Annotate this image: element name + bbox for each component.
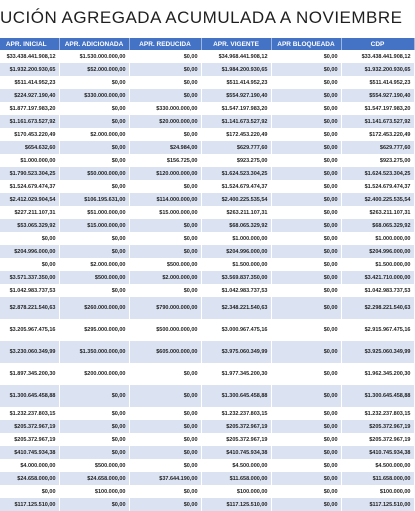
table-cell[interactable]: $1.984.200.930,65 xyxy=(201,63,271,76)
table-cell[interactable]: $3.230.060.349,99 xyxy=(0,341,59,363)
table-cell[interactable]: $1.530.000.000,00 xyxy=(59,50,129,63)
table-cell[interactable]: $295.000.000,00 xyxy=(59,319,129,341)
table-cell[interactable]: $0,00 xyxy=(129,219,201,232)
table-cell[interactable]: $100.000,00 xyxy=(341,485,414,498)
table-cell[interactable]: $34.968.441.908,12 xyxy=(201,50,271,63)
table-cell[interactable]: $1.932.200.930,65 xyxy=(341,63,414,76)
table-cell[interactable]: $0,00 xyxy=(271,76,341,89)
header-row xyxy=(0,38,414,50)
table-row xyxy=(0,271,414,284)
budget-table xyxy=(0,38,415,511)
table-cell[interactable]: $172.453.220,49 xyxy=(201,128,271,141)
table-cell[interactable]: $500.000,00 xyxy=(129,258,201,271)
table-cell[interactable]: $11.658.000,00 xyxy=(201,472,271,485)
table-cell[interactable]: $511.414.952,23 xyxy=(341,76,414,89)
table-cell[interactable]: $0,00 xyxy=(271,167,341,180)
table-cell[interactable]: $205.372.967,19 xyxy=(0,433,59,446)
table-row xyxy=(0,245,414,258)
table-cell[interactable]: $0,00 xyxy=(271,89,341,102)
table-cell[interactable]: $629.777,60 xyxy=(341,141,414,154)
table-cell[interactable]: $0,00 xyxy=(271,485,341,498)
table-row xyxy=(0,446,414,459)
table-row xyxy=(0,258,414,271)
table-cell[interactable]: $2.400.225.535,54 xyxy=(341,193,414,206)
table-row xyxy=(0,297,414,319)
table-cell[interactable]: $0,00 xyxy=(271,50,341,63)
table-row xyxy=(0,363,414,385)
table-cell[interactable]: $1.042.983.737,53 xyxy=(0,284,59,297)
sheet-title: UCIÓN AGREGADA ACUMULADA A NOVIEMBRE xyxy=(0,8,403,27)
table-cell[interactable]: $3.205.967.475,16 xyxy=(0,319,59,341)
table-cell[interactable]: $117.125.510,00 xyxy=(201,498,271,511)
table-cell[interactable]: $1.042.983.737,53 xyxy=(201,284,271,297)
table-cell[interactable]: $2.400.225.535,54 xyxy=(201,193,271,206)
table-cell[interactable]: $330.000.000,00 xyxy=(59,89,129,102)
table-cell[interactable]: $1.897.345.200,30 xyxy=(0,363,59,385)
table-cell[interactable]: $0,00 xyxy=(271,154,341,167)
table-cell[interactable]: $1.350.000.000,00 xyxy=(59,341,129,363)
table-cell[interactable]: $3.569.837.350,00 xyxy=(201,271,271,284)
table-cell[interactable]: $53.065.329,92 xyxy=(0,219,59,232)
table-cell[interactable]: $15.000.000,00 xyxy=(59,219,129,232)
table-cell[interactable]: $923.275,00 xyxy=(201,154,271,167)
table-cell[interactable]: $0,00 xyxy=(271,284,341,297)
table-cell[interactable]: $0,00 xyxy=(59,232,129,245)
table-cell[interactable]: $1.877.197.983,20 xyxy=(0,102,59,115)
table-cell[interactable]: $1.000.000,00 xyxy=(341,232,414,245)
table-row xyxy=(0,485,414,498)
table-cell[interactable]: $500.000,00 xyxy=(59,459,129,472)
table-row xyxy=(0,385,414,407)
table-cell[interactable]: $1.962.345.200,30 xyxy=(341,363,414,385)
table-cell[interactable]: $4.000.000,00 xyxy=(0,459,59,472)
table-cell[interactable]: $4.500.000,00 xyxy=(341,459,414,472)
table-cell[interactable]: $117.125.510,00 xyxy=(0,498,59,511)
table-cell[interactable]: $100.000,00 xyxy=(59,485,129,498)
table-cell[interactable]: $3.421.710.000,00 xyxy=(341,271,414,284)
table-cell[interactable]: $51.000.000,00 xyxy=(59,206,129,219)
table-cell[interactable]: $1.141.673.527,92 xyxy=(201,115,271,128)
table-row xyxy=(0,141,414,154)
table-cell[interactable]: $0,00 xyxy=(59,76,129,89)
table-cell[interactable]: $410.745.934,38 xyxy=(201,446,271,459)
table-cell[interactable]: $0,00 xyxy=(59,433,129,446)
table-cell[interactable]: $0,00 xyxy=(271,319,341,341)
table-cell[interactable]: $0,00 xyxy=(271,102,341,115)
table-cell[interactable]: $0,00 xyxy=(271,219,341,232)
table-cell[interactable]: $0,00 xyxy=(271,128,341,141)
table-cell[interactable]: $0,00 xyxy=(129,180,201,193)
table-cell[interactable]: $0,00 xyxy=(0,232,59,245)
col-header-apr-adicionada: APR. ADICIONADA xyxy=(59,38,129,50)
table-cell[interactable]: $0,00 xyxy=(129,385,201,407)
table-cell[interactable]: $52.000.000,00 xyxy=(59,63,129,76)
table-cell[interactable]: $0,00 xyxy=(271,472,341,485)
table-cell[interactable]: $0,00 xyxy=(129,485,201,498)
table-cell[interactable]: $1.161.673.527,92 xyxy=(0,115,59,128)
table-cell[interactable]: $1.977.345.200,30 xyxy=(201,363,271,385)
table-cell[interactable]: $0,00 xyxy=(271,63,341,76)
table-cell[interactable]: $200.000.000,00 xyxy=(59,363,129,385)
table-cell[interactable]: $0,00 xyxy=(271,407,341,420)
table-cell[interactable]: $224.927.190,40 xyxy=(0,89,59,102)
table-cell[interactable]: $629.777,60 xyxy=(201,141,271,154)
table-cell[interactable]: $0,00 xyxy=(129,128,201,141)
col-header-apr-bloqueada: APR BLOQUEADA xyxy=(271,38,341,50)
table-cell[interactable]: $37.644.190,00 xyxy=(129,472,201,485)
table-cell[interactable]: $15.000.000,00 xyxy=(129,206,201,219)
table-cell[interactable]: $0,00 xyxy=(271,446,341,459)
table-cell[interactable]: $0,00 xyxy=(59,385,129,407)
table-row xyxy=(0,193,414,206)
table-cell[interactable]: $3.975.060.349,99 xyxy=(201,341,271,363)
table-cell[interactable]: $0,00 xyxy=(129,433,201,446)
table-cell[interactable]: $100.000,00 xyxy=(201,485,271,498)
table-cell[interactable]: $68.065.329,92 xyxy=(201,219,271,232)
table-row xyxy=(0,63,414,76)
table-cell[interactable]: $410.745.934,38 xyxy=(0,446,59,459)
table-cell[interactable]: $33.438.441.908,12 xyxy=(341,50,414,63)
table-cell[interactable]: $0,00 xyxy=(59,115,129,128)
table-cell[interactable]: $205.372.967,19 xyxy=(341,433,414,446)
table-cell[interactable]: $1.000.000,00 xyxy=(201,232,271,245)
table-cell[interactable]: $68.065.329,92 xyxy=(341,219,414,232)
table-cell[interactable]: $24.658.000,00 xyxy=(59,472,129,485)
table-cell[interactable]: $3.571.337.350,00 xyxy=(0,271,59,284)
table-cell[interactable]: $3.925.060.349,99 xyxy=(341,341,414,363)
table-cell[interactable]: $500.000,00 xyxy=(59,271,129,284)
table-cell[interactable]: $0,00 xyxy=(59,446,129,459)
table-cell[interactable]: $1.932.200.930,65 xyxy=(0,63,59,76)
table-cell[interactable]: $0,00 xyxy=(129,245,201,258)
table-cell[interactable]: $511.414.952,23 xyxy=(201,76,271,89)
table-row xyxy=(0,498,414,511)
table-cell[interactable]: $263.211.107,31 xyxy=(201,206,271,219)
table-cell[interactable]: $0,00 xyxy=(271,232,341,245)
table-cell[interactable]: $205.372.967,19 xyxy=(341,420,414,433)
table-cell[interactable]: $0,00 xyxy=(129,63,201,76)
table-cell[interactable]: $205.372.967,19 xyxy=(0,420,59,433)
table-cell[interactable]: $1.500.000,00 xyxy=(201,258,271,271)
table-cell[interactable]: $0,00 xyxy=(59,180,129,193)
col-header-apr-inicial: APR. INICIAL xyxy=(0,38,59,50)
table-cell[interactable]: $330.000.000,00 xyxy=(129,102,201,115)
table-cell[interactable]: $11.658.000,00 xyxy=(341,472,414,485)
table-cell[interactable]: $654.632,60 xyxy=(0,141,59,154)
table-cell[interactable]: $263.211.107,31 xyxy=(341,206,414,219)
table-cell[interactable]: $1.232.237.803,15 xyxy=(341,407,414,420)
table-cell[interactable]: $117.125.510,00 xyxy=(341,498,414,511)
table-cell[interactable]: $0,00 xyxy=(271,498,341,511)
table-cell[interactable]: $24.984,00 xyxy=(129,141,201,154)
table-cell[interactable]: $0,00 xyxy=(59,420,129,433)
table-cell[interactable]: $0,00 xyxy=(129,498,201,511)
table-cell[interactable]: $106.195.631,00 xyxy=(59,193,129,206)
table-cell[interactable]: $33.438.441.908,12 xyxy=(0,50,59,63)
table-cell[interactable]: $260.000.000,00 xyxy=(59,297,129,319)
table-cell[interactable]: $0,00 xyxy=(129,89,201,102)
table-cell[interactable]: $605.000.000,00 xyxy=(129,341,201,363)
table-row xyxy=(0,180,414,193)
table-cell[interactable]: $0,00 xyxy=(129,50,201,63)
table-cell[interactable]: $1.300.645.458,88 xyxy=(201,385,271,407)
table-cell[interactable]: $410.745.934,38 xyxy=(341,446,414,459)
table-cell[interactable]: $500.000.000,00 xyxy=(129,319,201,341)
table-cell[interactable]: $2.878.221.540,63 xyxy=(0,297,59,319)
table-row xyxy=(0,154,414,167)
table-row xyxy=(0,420,414,433)
table-cell[interactable]: $0,00 xyxy=(271,363,341,385)
col-header-apr-reducida: APR. REDUCIDA xyxy=(129,38,201,50)
table-cell[interactable]: $0,00 xyxy=(129,420,201,433)
table-cell[interactable]: $0,00 xyxy=(129,363,201,385)
table-row xyxy=(0,232,414,245)
table-cell[interactable]: $0,00 xyxy=(59,284,129,297)
table-cell[interactable]: $156.725,00 xyxy=(129,154,201,167)
table-cell[interactable]: $0,00 xyxy=(59,141,129,154)
table-row xyxy=(0,76,414,89)
table-cell[interactable]: $0,00 xyxy=(129,232,201,245)
table-cell[interactable]: $554.927.190,40 xyxy=(201,89,271,102)
table-cell[interactable]: $2.000.000,00 xyxy=(59,128,129,141)
table-cell[interactable]: $0,00 xyxy=(129,76,201,89)
table-cell[interactable]: $0,00 xyxy=(271,115,341,128)
table-cell[interactable]: $1.547.197.983,20 xyxy=(201,102,271,115)
table-cell[interactable]: $170.453.220,49 xyxy=(0,128,59,141)
table-cell[interactable]: $1.500.000,00 xyxy=(341,258,414,271)
table-cell[interactable]: $1.300.645.458,88 xyxy=(0,385,59,407)
table-cell[interactable]: $2.412.029.904,54 xyxy=(0,193,59,206)
table-cell[interactable]: $1.232.237.803,15 xyxy=(0,407,59,420)
table-cell[interactable]: $0,00 xyxy=(129,446,201,459)
table-cell[interactable]: $0,00 xyxy=(59,154,129,167)
table-cell[interactable]: $1.790.523.304,25 xyxy=(0,167,59,180)
col-header-apr-vigente: APR. VIGENTE xyxy=(201,38,271,50)
table-cell[interactable]: $204.996.000,00 xyxy=(341,245,414,258)
table-cell[interactable]: $205.372.967,19 xyxy=(201,420,271,433)
table-cell[interactable]: $50.000.000,00 xyxy=(59,167,129,180)
table-cell[interactable]: $0,00 xyxy=(271,297,341,319)
table-cell[interactable]: $120.000.000,00 xyxy=(129,167,201,180)
table-cell[interactable]: $205.372.967,19 xyxy=(201,433,271,446)
table-cell[interactable]: $0,00 xyxy=(271,245,341,258)
table-cell[interactable]: $204.996.000,00 xyxy=(201,245,271,258)
table-row xyxy=(0,102,414,115)
table-cell[interactable]: $172.453.220,49 xyxy=(341,128,414,141)
table-cell[interactable]: $0,00 xyxy=(271,271,341,284)
table-row xyxy=(0,115,414,128)
table-row xyxy=(0,206,414,219)
table-row xyxy=(0,128,414,141)
table-cell[interactable]: $0,00 xyxy=(59,498,129,511)
table-cell[interactable]: $0,00 xyxy=(129,407,201,420)
table-cell[interactable]: $0,00 xyxy=(271,180,341,193)
table-cell[interactable]: $0,00 xyxy=(271,258,341,271)
table-cell[interactable]: $0,00 xyxy=(59,407,129,420)
table-row xyxy=(0,341,414,363)
table-cell[interactable]: $0,00 xyxy=(0,485,59,498)
table-cell[interactable]: $1.232.237.803,15 xyxy=(201,407,271,420)
table-row xyxy=(0,319,414,341)
table-cell[interactable]: $204.996.000,00 xyxy=(0,245,59,258)
table-row xyxy=(0,219,414,232)
table-body xyxy=(0,50,414,511)
table-cell[interactable]: $0,00 xyxy=(59,245,129,258)
table-cell[interactable]: $24.658.000,00 xyxy=(0,472,59,485)
table-row xyxy=(0,50,414,63)
table-row xyxy=(0,459,414,472)
table-cell[interactable]: $0,00 xyxy=(59,102,129,115)
table-cell[interactable]: $1.042.983.737,53 xyxy=(341,284,414,297)
table-row xyxy=(0,89,414,102)
table-cell[interactable]: $3.000.967.475,16 xyxy=(201,319,271,341)
table-cell[interactable]: $1.624.523.304,25 xyxy=(201,167,271,180)
table-cell[interactable]: $0,00 xyxy=(271,206,341,219)
table-cell[interactable]: $1.000.000,00 xyxy=(0,154,59,167)
table-cell[interactable]: $0,00 xyxy=(271,193,341,206)
table-cell[interactable]: $0,00 xyxy=(271,141,341,154)
table-cell[interactable]: $0,00 xyxy=(129,459,201,472)
table-cell[interactable]: $1.524.679.474,37 xyxy=(341,180,414,193)
table-row xyxy=(0,284,414,297)
table-cell[interactable]: $1.524.679.474,37 xyxy=(201,180,271,193)
col-header-cdp: CDP xyxy=(341,38,414,50)
table-cell[interactable]: $1.141.673.527,92 xyxy=(341,115,414,128)
table-cell[interactable]: $20.000.000,00 xyxy=(129,115,201,128)
table-cell[interactable]: $0,00 xyxy=(271,433,341,446)
table-cell[interactable]: $923.275,00 xyxy=(341,154,414,167)
table-cell[interactable]: $1.524.679.474,37 xyxy=(0,180,59,193)
table-cell[interactable]: $0,00 xyxy=(0,258,59,271)
table-cell[interactable]: $0,00 xyxy=(271,341,341,363)
table-cell[interactable]: $2.915.967.475,16 xyxy=(341,319,414,341)
table-cell[interactable]: $1.547.197.983,20 xyxy=(341,102,414,115)
table-row xyxy=(0,472,414,485)
table-cell[interactable]: $1.300.645.458,88 xyxy=(341,385,414,407)
table-cell[interactable]: $227.211.107,31 xyxy=(0,206,59,219)
table-cell[interactable]: $0,00 xyxy=(271,420,341,433)
table-cell[interactable]: $2.298.221.540,63 xyxy=(341,297,414,319)
table-cell[interactable]: $554.927.190,40 xyxy=(341,89,414,102)
table-cell[interactable]: $511.414.952,23 xyxy=(0,76,59,89)
table-cell[interactable]: $114.000.000,00 xyxy=(129,193,201,206)
table-cell[interactable]: $4.500.000,00 xyxy=(201,459,271,472)
table-cell[interactable]: $790.000.000,00 xyxy=(129,297,201,319)
table-cell[interactable]: $1.624.523.304,25 xyxy=(341,167,414,180)
table-cell[interactable]: $0,00 xyxy=(129,284,201,297)
table-row xyxy=(0,167,414,180)
table-cell[interactable]: $2.000.000,00 xyxy=(59,258,129,271)
table-cell[interactable]: $0,00 xyxy=(271,385,341,407)
table-cell[interactable]: $2.348.221.540,63 xyxy=(201,297,271,319)
table-row xyxy=(0,433,414,446)
table-cell[interactable]: $2.000.000,00 xyxy=(129,271,201,284)
table-row xyxy=(0,407,414,420)
table-cell[interactable]: $0,00 xyxy=(271,459,341,472)
